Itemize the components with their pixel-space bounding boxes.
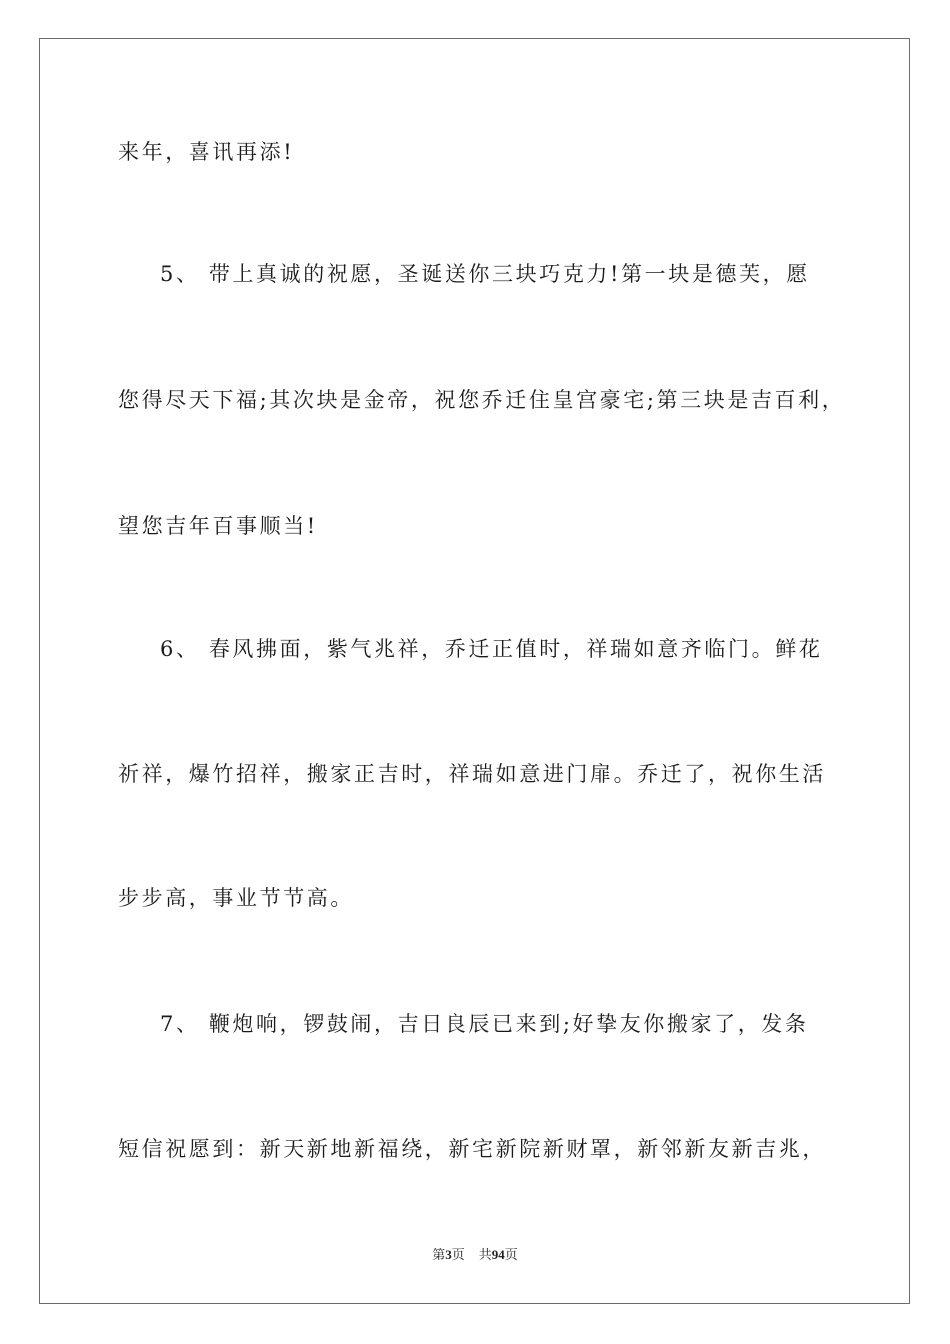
text-line-7: 步步高，事业节节高。: [118, 886, 354, 910]
text-line-4: 望您吉年百事顺当!: [118, 514, 318, 538]
page-number: 3: [445, 1247, 452, 1262]
text-line-6: 祈祥，爆竹招祥，搬家正吉时，祥瑞如意进门扉。乔迁了，祝你生活: [118, 762, 826, 786]
page-footer: [0, 1246, 950, 1265]
text-line-3: 您得尽天下福;其次块是金帝，祝您乔迁住皇宫豪宅;第三块是吉百利，: [118, 388, 846, 412]
text-line-5: 6、 春风拂面，紫气兆祥，乔迁正值时，祥瑞如意齐临门。鲜花: [160, 637, 823, 661]
total-suffix: 页: [504, 1248, 518, 1263]
text-line-2: 5、 带上真诚的祝愿，圣诞送你三块巧克力!第一块是德芙，愿: [160, 262, 810, 286]
total-pages: 94: [491, 1247, 505, 1262]
text-line-9: 短信祝愿到：新天新地新福绕，新宅新院新财罩，新邻新友新吉兆，: [118, 1137, 826, 1161]
text-line-8: 7、 鞭炮响，锣鼓闹，吉日良辰已来到;好挚友你搬家了，发条: [160, 1012, 809, 1036]
page-border: [39, 38, 910, 1304]
text-line-1: 来年，喜讯再添!: [118, 140, 295, 164]
page-suffix: 页: [451, 1248, 465, 1263]
page-prefix: 第: [432, 1248, 446, 1263]
total-prefix: 共: [478, 1248, 492, 1263]
